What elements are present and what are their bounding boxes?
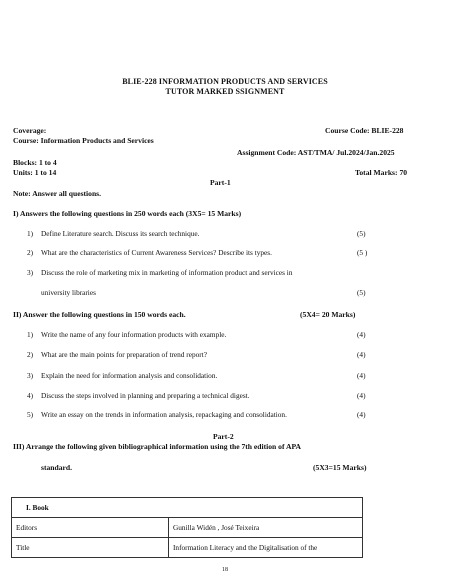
question-text: Write an essay on the trends in information analysis, repackaging and consolidation. [41, 410, 287, 419]
document-title-line2: TUTOR MARKED SSIGNMENT [165, 87, 285, 96]
bibliography-table [11, 497, 363, 558]
table-cell-value: Information Literacy and the Digitalisation of the [169, 538, 363, 558]
table-row [12, 538, 363, 558]
question-number: 5) [27, 410, 34, 419]
table-section-label [12, 498, 363, 518]
book-label: I. Book [26, 503, 49, 512]
total-marks: Total Marks: 70 [355, 168, 408, 177]
question-marks: (4) [357, 391, 366, 400]
question-number: 3) [27, 371, 34, 380]
question-number: 3) [27, 268, 34, 277]
table-cell-field: Editors [12, 518, 169, 538]
question-marks: (4) [357, 330, 366, 339]
table-row [12, 498, 363, 518]
question-text-continued: university libraries [41, 288, 96, 297]
part2-label: Part-2 [213, 432, 234, 441]
question-text: Discuss the steps involved in planning and preparing a technical digest. [41, 391, 250, 400]
table-row [12, 518, 363, 538]
question-marks: (5) [357, 288, 366, 297]
page-number: 18 [222, 567, 228, 573]
question-marks: (5 ) [357, 248, 368, 257]
question-marks: (4) [357, 371, 366, 380]
section2-marks: (5X4= 20 Marks) [300, 310, 356, 319]
question-number: 1) [27, 330, 34, 339]
question-number: 2) [27, 248, 34, 257]
note: Note: Answer all questions. [13, 189, 102, 198]
units: Units: 1 to 14 [13, 168, 57, 177]
question-text: Write the name of any four information products with example. [41, 330, 227, 339]
course-code: Course Code: BLIE-228 [325, 126, 404, 135]
question-marks: (4) [357, 410, 366, 419]
blocks: Blocks: 1 to 4 [13, 158, 57, 167]
part2-heading: III) Arrange the following given bibliographical information using the 7th edition of APA [13, 442, 302, 451]
question-text: What are the main points for preparation of trend report? [41, 350, 207, 359]
question-text: Explain the need for information analysis and consolidation. [41, 371, 218, 380]
question-number: 1) [27, 229, 34, 238]
assignment-code: Assignment Code: AST/TMA/ Jul.2024/Jan.2025 [237, 148, 395, 157]
coverage-label: Coverage: [13, 126, 47, 135]
part1-label: Part-1 [210, 178, 231, 187]
section1-heading: I) Answers the following questions in 250 words each (3X5= 15 Marks) [13, 209, 242, 218]
question-marks: (4) [357, 350, 366, 359]
question-number: 4) [27, 391, 34, 400]
course-name: Course: Information Products and Services [13, 136, 154, 145]
question-text: Define Literature search. Discuss its search technique. [41, 229, 200, 238]
question-marks: (5) [357, 229, 366, 238]
part2-marks: (5X3=15 Marks) [313, 463, 367, 472]
question-text: Discuss the role of marketing mix in marketing of information product and services in [41, 268, 293, 277]
table-cell-value: Gunilla Widén , José Teixeira [169, 518, 363, 538]
section2-heading: II) Answer the following questions in 150 words each. [13, 310, 186, 319]
document-title-line1: BLIE-228 INFORMATION PRODUCTS AND SERVICES [122, 77, 328, 86]
question-text: What are the characteristics of Current Awareness Services? Describe its types. [41, 248, 272, 257]
part2-heading-continued: standard. [41, 463, 73, 472]
question-number: 2) [27, 350, 34, 359]
table-cell-field: Title [12, 538, 169, 558]
